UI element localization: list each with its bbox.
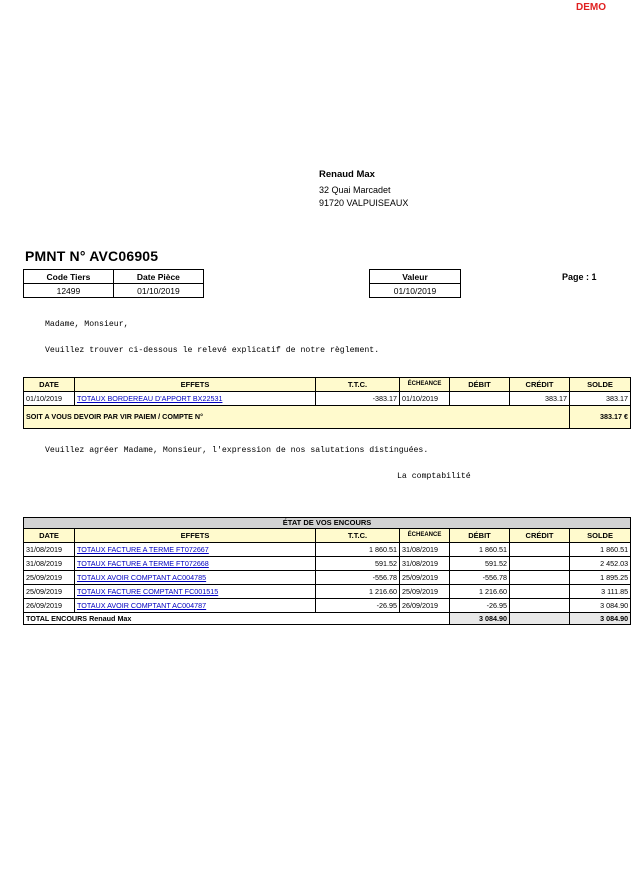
col-echeance: ÉCHEANCE [400,378,450,392]
cell-echeance: 26/09/2019 [400,599,450,613]
code-tiers-value: 12499 [24,284,114,298]
col-ttc: T.T.C. [316,529,400,543]
table-row [24,557,631,571]
cell-ttc: -383.17 [316,392,400,406]
col-effets: EFFETS [75,529,316,543]
cell-effet [75,585,316,599]
cell-solde: 2 452.03 [570,557,631,571]
encours-title-row [24,518,631,529]
col-date: DATE [24,529,75,543]
effet-link[interactable]: TOTAUX AVOIR COMPTANT AC004785 [77,573,207,582]
date-piece-label: Date Pièce [113,270,203,284]
encours-total-solde: 3 084.90 [570,613,631,625]
cell-debit: 591.52 [450,557,510,571]
recipient-address-line2: 91720 VALPUISEAUX [319,198,409,208]
cell-solde: 3 111.85 [570,585,631,599]
col-credit: CRÉDIT [510,529,570,543]
cell-solde: 1 895.25 [570,571,631,585]
cell-effet [75,571,316,585]
encours-total-row [24,613,631,625]
col-credit: CRÉDIT [510,378,570,392]
table-row [24,543,631,557]
col-date: DATE [24,378,75,392]
cell-debit: 1 860.51 [450,543,510,557]
cell-credit [510,585,570,599]
cell-echeance: 25/09/2019 [400,571,450,585]
valeur-label: Valeur [370,270,461,284]
document-title: PMNT N° AVC06905 [25,248,159,264]
cell-solde: 383.17 [570,392,631,406]
col-effets: EFFETS [75,378,316,392]
intro-text: Veuillez trouver ci-dessous le relevé explicatif de notre règlement. [45,346,380,355]
cell-echeance: 31/08/2019 [400,557,450,571]
col-solde: SOLDE [570,529,631,543]
cell-echeance: 31/08/2019 [400,543,450,557]
page-number: Page : 1 [562,272,597,282]
col-echeance: ÉCHEANCE [400,529,450,543]
cell-date: 31/08/2019 [24,543,75,557]
col-solde: SOLDE [570,378,631,392]
payment-total-value: 383.17 € [570,406,631,429]
cell-ttc: 1 860.51 [316,543,400,557]
col-debit: DÉBIT [450,378,510,392]
cell-date: 31/08/2019 [24,557,75,571]
cell-ttc: 591.52 [316,557,400,571]
effet-link[interactable]: TOTAUX BORDEREAU D'APPORT BX22531 [77,394,223,403]
encours-total-debit: 3 084.90 [450,613,510,625]
date-piece-value: 01/10/2019 [113,284,203,298]
col-ttc: T.T.C. [316,378,400,392]
payment-table-header [24,378,631,392]
code-tiers-label: Code Tiers [24,270,114,284]
payment-total-row [24,406,631,429]
header-info-table [23,269,204,298]
cell-credit [510,599,570,613]
cell-credit [510,557,570,571]
signature: La comptabilité [397,472,471,481]
cell-debit [450,392,510,406]
cell-credit: 383.17 [510,392,570,406]
cell-ttc: 1 216.60 [316,585,400,599]
cell-effet [75,392,316,406]
valeur-table [369,269,461,298]
cell-ttc: -26.95 [316,599,400,613]
cell-date: 25/09/2019 [24,571,75,585]
recipient-name: Renaud Max [319,169,375,180]
demo-watermark: DEMO [576,2,606,13]
cell-credit [510,543,570,557]
encours-title: ÉTAT DE VOS ENCOURS [24,518,631,529]
cell-solde: 3 084.90 [570,599,631,613]
encours-total-label: TOTAL ENCOURS Renaud Max [24,613,450,625]
col-debit: DÉBIT [450,529,510,543]
table-row [24,571,631,585]
cell-debit: 1 216.60 [450,585,510,599]
recipient-address-line1: 32 Quai Marcadet [319,185,391,195]
cell-debit: -26.95 [450,599,510,613]
closing-text: Veuillez agréer Madame, Monsieur, l'expression de nos salutations distinguées. [45,446,429,455]
table-row [24,585,631,599]
effet-link[interactable]: TOTAUX FACTURE A TERME FT072668 [77,559,209,568]
valeur-value: 01/10/2019 [370,284,461,298]
encours-table-header [24,529,631,543]
cell-date: 25/09/2019 [24,585,75,599]
cell-solde: 1 860.51 [570,543,631,557]
cell-date: 26/09/2019 [24,599,75,613]
cell-ttc: -556.78 [316,571,400,585]
table-row [24,392,631,406]
cell-debit: -556.78 [450,571,510,585]
cell-effet [75,599,316,613]
payment-table [23,377,631,429]
cell-effet [75,543,316,557]
salutation: Madame, Monsieur, [45,320,129,329]
encours-table [23,517,631,625]
cell-date: 01/10/2019 [24,392,75,406]
cell-effet [75,557,316,571]
table-row [24,599,631,613]
effet-link[interactable]: TOTAUX FACTURE COMPTANT FC001515 [77,587,219,596]
cell-credit [510,571,570,585]
effet-link[interactable]: TOTAUX FACTURE A TERME FT072667 [77,545,209,554]
cell-echeance: 25/09/2019 [400,585,450,599]
effet-link[interactable]: TOTAUX AVOIR COMPTANT AC004787 [77,601,207,610]
cell-echeance: 01/10/2019 [400,392,450,406]
encours-total-credit [510,613,570,625]
payment-total-label: SOIT A VOUS DEVOIR PAR VIR PAIEM / COMPTE N° [24,406,570,429]
